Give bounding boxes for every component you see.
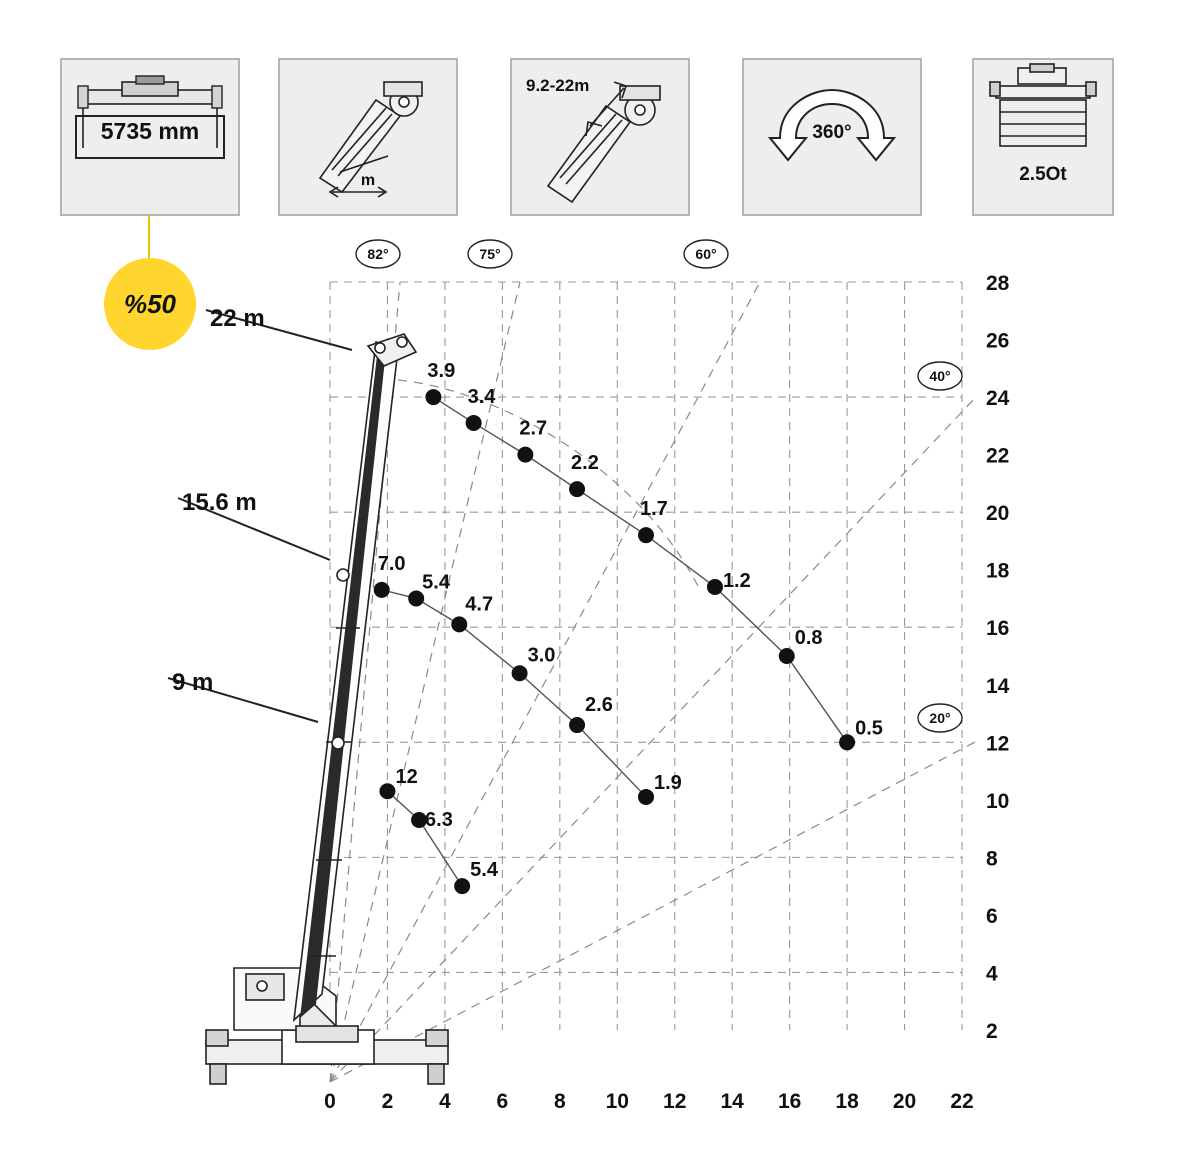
chart-grid [330, 282, 962, 1030]
data-point-label: 1.2 [722, 569, 751, 592]
x-tick-label: 8 [553, 1090, 566, 1113]
y-tick-label: 16 [986, 617, 1010, 641]
y-tick-label: 28 [986, 272, 1010, 295]
spec-label-jib-length-range: 9.2-22m [526, 76, 590, 95]
data-point-label: 4.7 [465, 593, 494, 616]
x-tick-label: 10 [605, 1090, 629, 1113]
spec-label-slew-range: 360° [812, 122, 852, 143]
angle-marker-label: 60° [695, 246, 717, 262]
data-point [638, 527, 654, 543]
spec-label-counterweight: 2.5Ot [1019, 164, 1067, 185]
data-point-label: 0.8 [794, 627, 823, 649]
telescopic-boom-icon [512, 60, 688, 215]
angle-marker [468, 240, 512, 268]
angle-guides [330, 282, 975, 1082]
y-tick-label: 26 [986, 329, 1010, 353]
boom-label-15-6m: 15.6 m [182, 489, 257, 516]
angle-markers [356, 240, 962, 732]
counterweight-icon [974, 60, 1112, 170]
data-point-label: 5.4 [470, 859, 498, 882]
spec-box-jib-length-range [510, 58, 690, 216]
spec-box-outrigger-width [60, 58, 240, 216]
boom-label-22m: 22 m [210, 305, 265, 332]
data-point-label: 5.4 [422, 571, 450, 594]
y-tick-label: 20 [986, 502, 1010, 526]
data-point [374, 582, 390, 598]
x-tick-label: 6 [496, 1090, 509, 1113]
data-point [569, 717, 585, 733]
x-tick-label: 16 [777, 1090, 802, 1113]
boom-label-9m: 9 m [172, 669, 214, 696]
y-tick-label: 12 [986, 732, 1010, 756]
data-point [454, 878, 470, 894]
data-point-label: 7.0 [377, 552, 406, 575]
y-tick-label: 10 [986, 789, 1010, 813]
data-point [638, 789, 654, 805]
data-point-label: 6.3 [425, 808, 453, 831]
spec-box-counterweight [972, 58, 1114, 216]
x-tick-label: 18 [835, 1090, 859, 1113]
y-tick-label: 18 [986, 559, 1010, 583]
data-point-label: 2.2 [571, 452, 599, 475]
data-point-label: 0.5 [855, 717, 883, 740]
x-tick-label: 22 [950, 1090, 974, 1113]
y-tick-label: 2 [986, 1020, 998, 1043]
series-curve [433, 397, 847, 742]
x-tick-label: 20 [892, 1090, 917, 1113]
y-tick-label: 24 [986, 387, 1010, 411]
angle-marker-label: 75° [479, 246, 501, 262]
y-tick-label: 8 [986, 847, 998, 871]
data-point-label: 2.7 [519, 417, 548, 440]
data-point [517, 447, 533, 463]
angle-marker-label: 20° [929, 710, 951, 726]
angle-marker-label: 82° [367, 246, 389, 262]
data-point-label: 3.9 [427, 360, 456, 383]
spec-label-outrigger-width: 5735 mm [100, 118, 200, 144]
angle-marker-label: 40° [929, 368, 951, 384]
data-point-label: 2.6 [585, 694, 613, 717]
data-point [451, 616, 467, 632]
series-curve [387, 791, 462, 886]
x-tick-label: 12 [663, 1090, 687, 1113]
y-tick-label: 22 [986, 444, 1010, 468]
data-point [839, 734, 855, 750]
y-tick-label: 6 [986, 904, 998, 928]
data-point [779, 648, 795, 664]
crane-illustration [168, 310, 448, 1084]
x-tick-label: 2 [381, 1090, 394, 1113]
data-point-label: 1.9 [654, 771, 682, 794]
x-tick-label: 14 [720, 1090, 744, 1113]
data-point [379, 783, 395, 799]
spec-label-boom-extension: m [360, 172, 376, 189]
data-point [569, 481, 585, 497]
x-tick-label: 4 [439, 1090, 451, 1113]
x-tick-label: 0 [324, 1090, 336, 1113]
data-point-label: 12 [395, 766, 418, 789]
data-point [512, 665, 528, 681]
data-point-label: 1.7 [640, 498, 668, 521]
data-point [707, 579, 723, 595]
y-tick-label: 14 [986, 674, 1010, 698]
badge-label: %50 [123, 288, 177, 319]
angle-marker [918, 362, 962, 390]
angle-marker [356, 240, 400, 268]
y-tick-label: 4 [986, 962, 998, 986]
boom-extension-icon [280, 60, 456, 215]
spec-box-slew-range [742, 58, 922, 216]
angle-marker [684, 240, 728, 268]
angle-marker [918, 704, 962, 732]
data-point [425, 389, 441, 405]
data-point [466, 415, 482, 431]
data-point-label: 3.4 [467, 385, 496, 408]
spec-box-boom-extension [278, 58, 458, 216]
specification-row [0, 58, 1200, 218]
load-chart [0, 230, 1200, 1160]
data-point-label: 3.0 [527, 644, 556, 667]
